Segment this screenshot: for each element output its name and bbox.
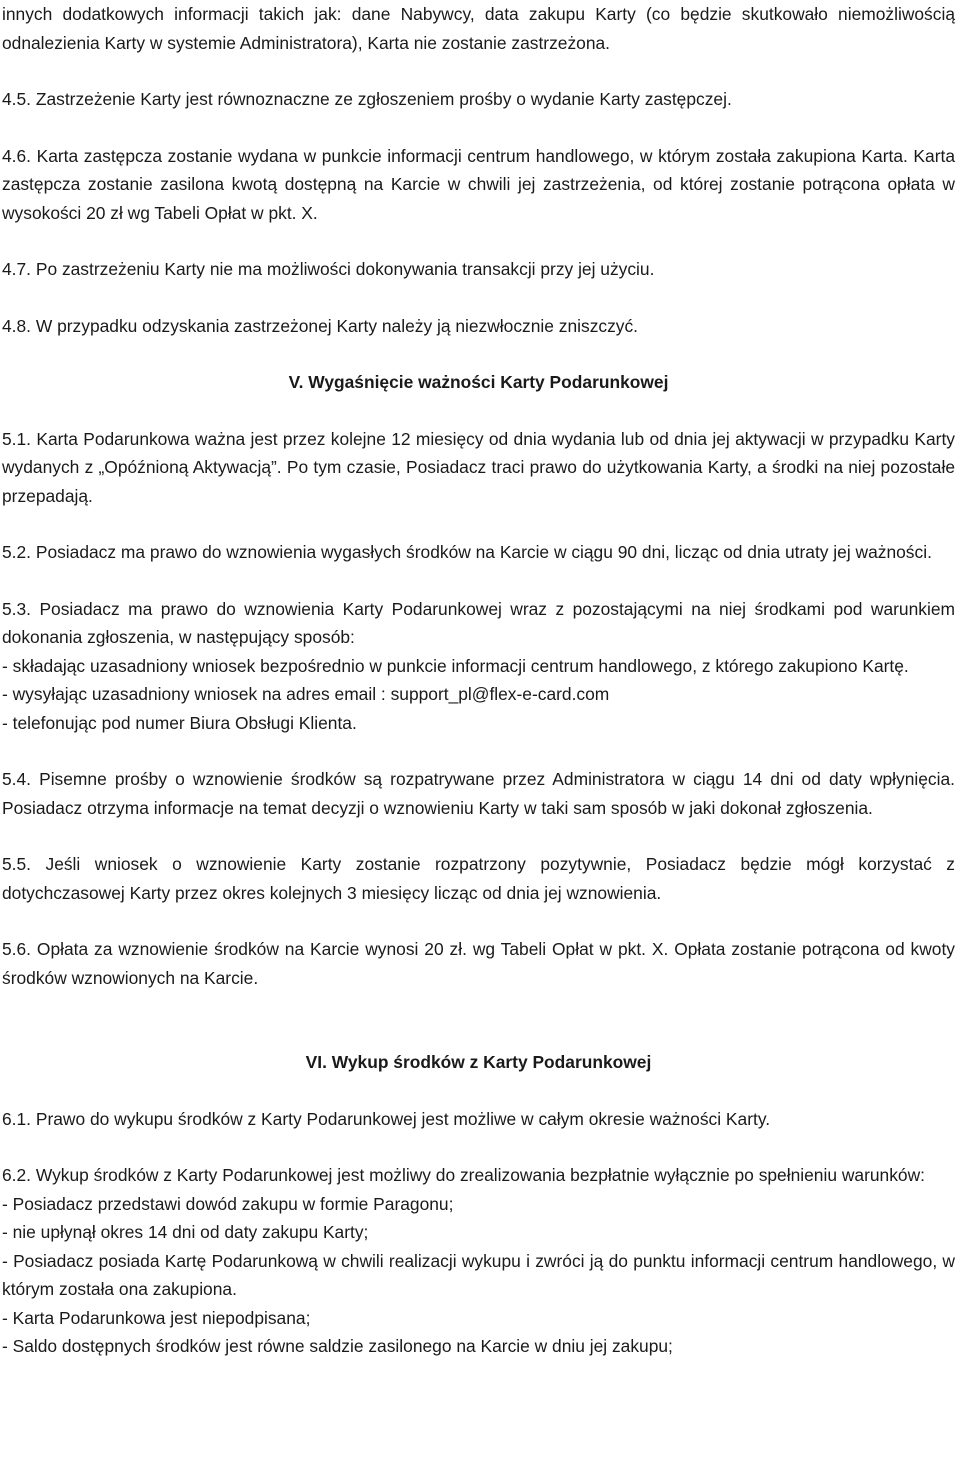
paragraph-continuation: innych dodatkowych informacji takich jak: dane Nabywcy, data zakupu Karty (co będzie skutkowało niemożliwością odnalezienia Karty w systemie Administratora), Karta nie zostanie zastrzeżona.	[2, 4, 955, 53]
list-item-5-3-b: - wysyłając uzasadniony wniosek na adres email : support_pl@flex-e-card.com	[2, 684, 610, 704]
paragraph-5-4: 5.4. Pisemne prośby o wznowienie środków są rozpatrywane przez Administratora w ciągu 14 dni od daty wpłynięcia. Posiadacz otrzyma informacje na temat decyzji o wznowieniu Karty w taki sam sposób w jaki dokonał zgłoszenia.	[2, 769, 955, 818]
paragraph-5-1: 5.1. Karta Podarunkowa ważna jest przez kolejne 12 miesięcy od dnia wydania lub od dnia jej aktywacji w przypadku Karty wydanych z „Opóźnioną Aktywacją”. Po tym czasie, Posiadacz traci prawo do użytkowania Karty, a środki na niej pozostałe przepadają.	[2, 428, 955, 506]
list-item-6-2-c: - Posiadacz posiada Kartę Podarunkową w chwili realizacji wykupu i zwróci ją do punktu informacji centrum handlowego, w którym została ona zakupiona.	[2, 1250, 955, 1299]
list-item-5-3-c: - telefonując pod numer Biura Obsługi Klienta.	[2, 712, 357, 733]
paragraph-6-1: 6.1. Prawo do wykupu środków z Karty Podarunkowej jest możliwe w całym okresie ważności Karty.	[2, 1108, 771, 1129]
list-item-6-2-b: - nie upłynął okres 14 dni od daty zakupu Karty;	[2, 1222, 369, 1242]
paragraph-4-8: 4.8. W przypadku odzyskania zastrzeżonej Karty należy ją niezwłocznie zniszczyć.	[2, 315, 638, 336]
paragraph-5-3: 5.3. Posiadacz ma prawo do wznowienia Karty Podarunkowej wraz z pozostającymi na niej środkami pod warunkiem dokonania zgłoszenia, w następujący sposób:	[2, 598, 955, 647]
paragraph-6-2: 6.2. Wykup środków z Karty Podarunkowej jest możliwy do zrealizowania bezpłatnie wyłącznie po spełnieniu warunków:	[2, 1165, 925, 1185]
paragraph-4-6: 4.6. Karta zastępcza zostanie wydana w punkcie informacji centrum handlowego, w którym została zakupiona Karta. Karta zastępcza zostanie zasilona kwotą dostępną na Karcie w chwili jej zastrzeżenia, od której zostanie potrącona opłata w wysokości 20 zł wg Tabeli Opłat w pkt. X.	[2, 145, 955, 223]
list-item-6-2-d: - Karta Podarunkowa jest niepodpisana;	[2, 1307, 311, 1328]
paragraph-5-5: 5.5. Jeśli wniosek o wznowienie Karty zostanie rozpatrzony pozytywnie, Posiadacz będzie mógł korzystać z dotychczasowej Karty przez okres kolejnych 3 miesięcy licząc od dnia jej wznowienia.	[2, 854, 955, 903]
list-item-6-2-e: - Saldo dostępnych środków jest równe saldzie zasilonego na Karcie w dniu jej zakupu;	[2, 1336, 673, 1356]
section-heading-v: V. Wygaśnięcie ważności Karty Podarunkowej	[288, 372, 669, 392]
section-heading-vi: VI. Wykup środków z Karty Podarunkowej	[305, 1052, 652, 1072]
paragraph-5-2: 5.2. Posiadacz ma prawo do wznowienia wygasłych środków na Karcie w ciągu 90 dni, licząc od dnia utraty jej ważności.	[2, 542, 932, 562]
list-item-6-2-a: - Posiadacz przedstawi dowód zakupu w formie Paragonu;	[2, 1193, 454, 1214]
paragraph-4-7: 4.7. Po zastrzeżeniu Karty nie ma możliwości dokonywania transakcji przy jej użyciu.	[2, 259, 655, 279]
paragraph-4-5: 4.5. Zastrzeżenie Karty jest równoznaczne ze zgłoszeniem prośby o wydanie Karty zastępczej.	[2, 89, 732, 109]
paragraph-5-6: 5.6. Opłata za wznowienie środków na Karcie wynosi 20 zł. wg Tabeli Opłat w pkt. X. Opłata zostanie potrącona od kwoty środków wznowionych na Karcie.	[2, 939, 955, 988]
list-item-5-3-a: - składając uzasadniony wniosek bezpośrednio w punkcie informacji centrum handlowego, z którego zakupiono Kartę.	[2, 655, 909, 676]
